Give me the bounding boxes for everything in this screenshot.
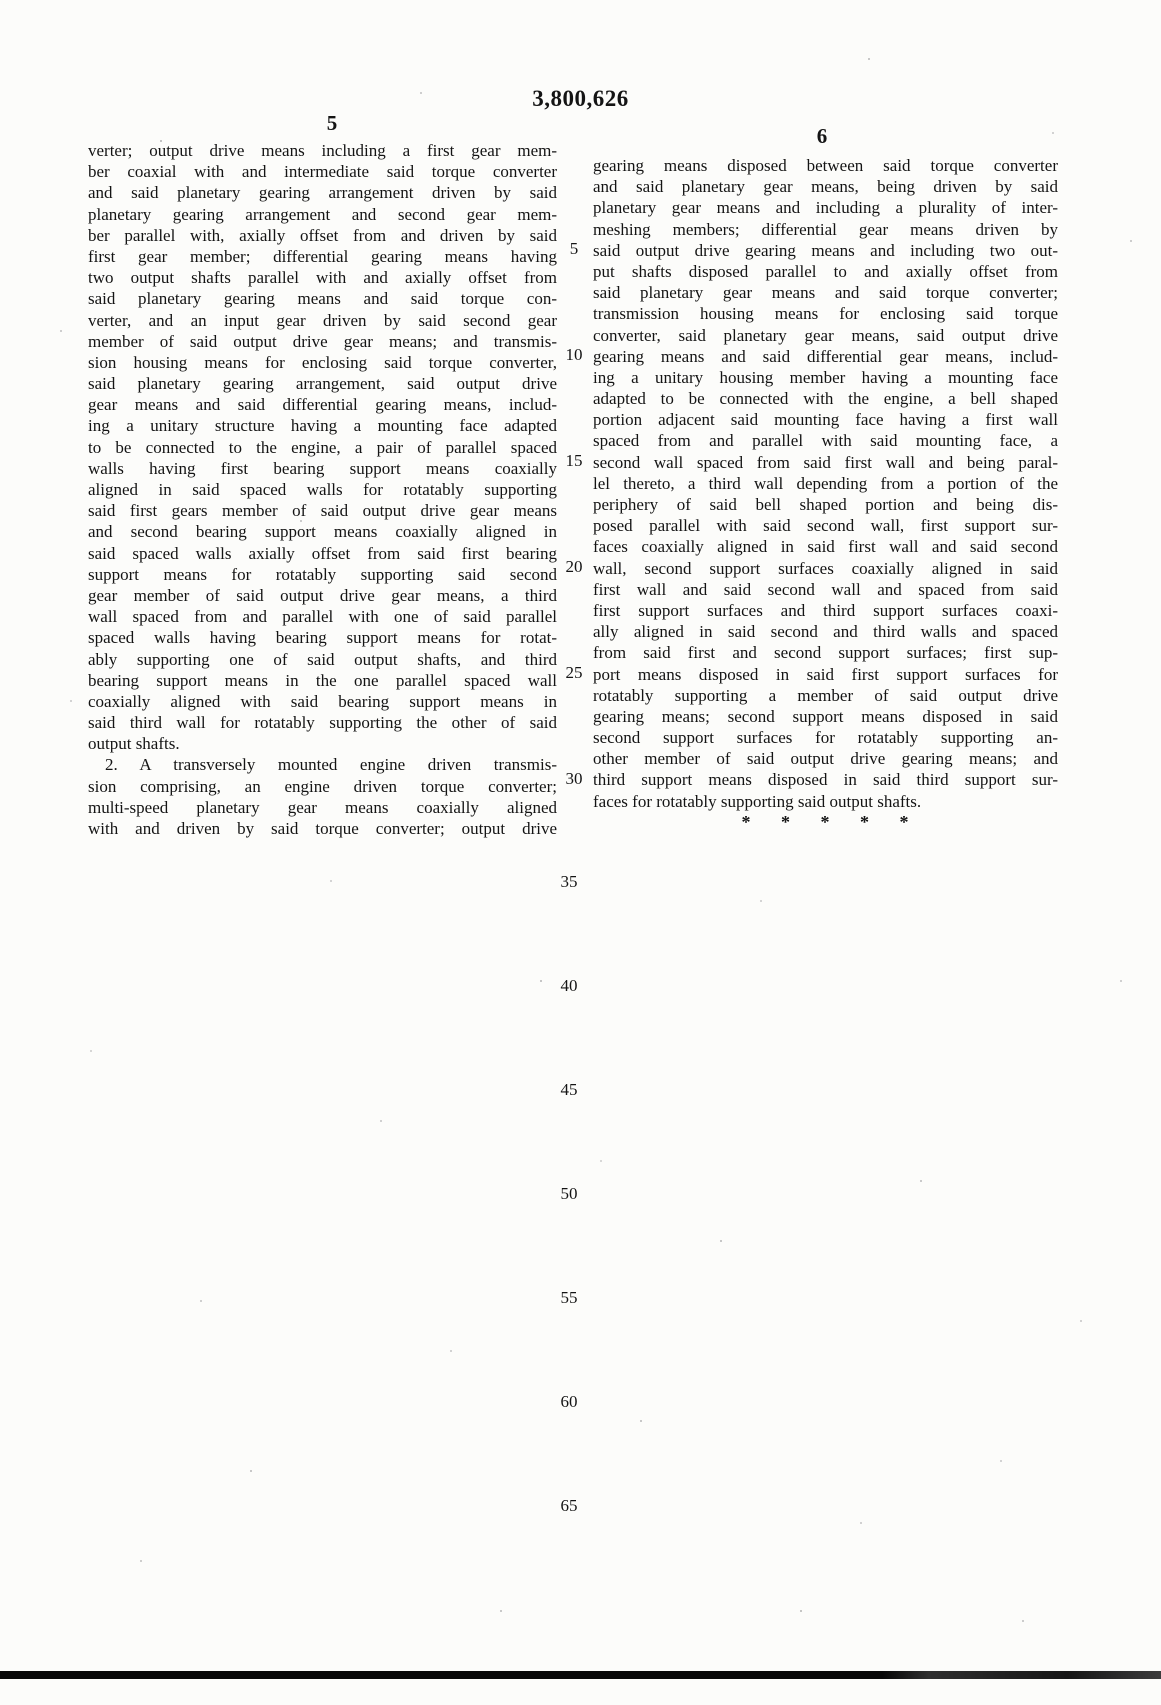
text-line: first support surfaces and third support surfaces coaxi- <box>593 600 1058 620</box>
text-line: and said planetary gearing arrangement driven by said <box>88 183 557 203</box>
text-line: faces for rotatably supporting said output shafts. <box>593 791 922 811</box>
line-number: 15 <box>565 451 583 470</box>
column-number-left: 5 <box>326 111 338 135</box>
text-line: adapted to be connected with the engine, a bell shaped <box>593 389 1058 409</box>
text-line: walls having first bearing support means coaxially <box>88 458 557 478</box>
line-number: 55 <box>560 1288 578 1307</box>
text-line: posed parallel with said second wall, first support sur- <box>593 516 1058 536</box>
text-line: said planetary gearing means and said torque con- <box>88 289 557 309</box>
text-line: ing a unitary structure having a mounting face adapted <box>88 416 557 436</box>
text-line: gearing means disposed between said torque converter <box>593 156 1058 175</box>
text-line: gearing means; second support means disposed in said <box>593 706 1058 726</box>
text-line: port means disposed in said first support surfaces for <box>593 664 1058 684</box>
line-number: 50 <box>560 1184 578 1203</box>
text-line: said planetary gearing arrangement, said output drive <box>88 374 557 394</box>
text-line: rotatably supporting a member of said output drive <box>593 685 1058 705</box>
text-line: aligned in said spaced walls for rotatably supporting <box>88 480 557 499</box>
line-number: 60 <box>560 1392 578 1411</box>
text-line: planetary gearing arrangement and second gear mem- <box>88 204 557 224</box>
text-line: first wall and said second wall and spaced from said <box>593 579 1058 599</box>
text-line: member of said output drive gear means; and transmis- <box>88 331 557 351</box>
line-number: 40 <box>560 976 578 995</box>
text-line: verter; output drive means including a first gear mem- <box>88 141 557 160</box>
text-line: to be connected to the engine, a pair of parallel spaced <box>88 437 557 457</box>
text-line: said spaced walls axially offset from said first bearing <box>88 543 557 563</box>
text-line: said output drive gearing means and including two out- <box>593 240 1058 260</box>
text-line: lel thereto, a third wall depending from a portion of the <box>593 473 1058 493</box>
text-line: with and driven by said torque converter; output drive <box>88 819 557 838</box>
text-line: verter, and an input gear driven by said second gear <box>88 310 557 330</box>
text-line: periphery of said bell shaped portion and being dis- <box>593 495 1058 514</box>
text-line: ber coaxial with and intermediate said torque converter <box>88 162 557 182</box>
text-line: gear means and said differential gearing means, includ- <box>88 395 557 415</box>
patent-number: 3,800,626 <box>532 86 629 111</box>
text-line: ably supporting one of said output shafts, and third <box>88 649 557 669</box>
text-line: ally aligned in said second and third walls and spaced <box>593 622 1058 642</box>
text-line: spaced walls having bearing support means for rotat- <box>88 628 557 648</box>
text-line: ing a unitary housing member having a mounting face <box>593 367 1058 387</box>
text-line: gear member of said output drive gear means, a third <box>88 585 557 605</box>
bottom-rule <box>0 1671 1161 1679</box>
text-line: said first gears member of said output drive gear means <box>88 501 557 521</box>
text-line: third support means disposed in said third support sur- <box>593 770 1058 790</box>
text-line: wall spaced from and parallel with one of said parallel <box>88 607 557 627</box>
line-number: 5 <box>569 239 579 258</box>
text-line: gearing means and said differential gear means, includ- <box>593 346 1058 366</box>
text-line: coaxially aligned with said bearing support means in <box>88 691 557 711</box>
text-line: converter, said planetary gear means, said output drive <box>593 325 1058 345</box>
right-column <box>593 155 1058 833</box>
text-line: multi-speed planetary gear means coaxially aligned <box>88 797 557 817</box>
line-number: 10 <box>565 345 583 364</box>
text-line: faces coaxially aligned in said first wall and said second <box>593 537 1058 557</box>
text-line: other member of said output drive gearing means; and <box>593 749 1058 769</box>
line-number: 30 <box>565 769 583 788</box>
text-line: and said planetary gear means, being driven by said <box>593 177 1058 197</box>
text-line: transmission housing means for enclosing said torque <box>593 304 1058 324</box>
text-line: planetary gear means and including a plurality of inter- <box>593 198 1058 218</box>
text-line: first gear member; differential gearing means having <box>88 246 557 266</box>
column-number-right: 6 <box>816 124 828 148</box>
text-line: sion housing means for enclosing said torque converter, <box>88 352 557 372</box>
text-line: portion adjacent said mounting face having a first wall <box>593 410 1058 430</box>
line-number: 20 <box>565 557 583 576</box>
left-column <box>88 140 557 839</box>
text-line: spaced from and parallel with said mounting face, a <box>593 431 1058 451</box>
text-line: 2. A transversely mounted engine driven transmis- <box>105 755 557 775</box>
text-line: second wall spaced from said first wall and being paral- <box>593 452 1058 472</box>
text-line: two output shafts parallel with and axially offset from <box>88 268 557 288</box>
text-line: sion comprising, an engine driven torque converter; <box>88 776 557 796</box>
line-number: 35 <box>560 872 578 891</box>
text-line: second support surfaces for rotatably supporting an- <box>593 728 1058 748</box>
text-line: wall, second support surfaces coaxially aligned in said <box>593 558 1058 578</box>
text-line: ber parallel with, axially offset from and driven by said <box>88 225 557 245</box>
text-line: said third wall for rotatably supporting the other of said <box>88 713 557 733</box>
text-line: bearing support means in the one parallel spaced wall <box>88 670 557 690</box>
line-number: 45 <box>560 1080 578 1099</box>
text-line: * * * * * <box>741 811 910 832</box>
text-line: from said first and second support surfaces; first sup- <box>593 643 1058 663</box>
text-line: put shafts disposed parallel to and axially offset from <box>593 261 1058 281</box>
line-number: 65 <box>560 1496 578 1515</box>
line-number: 25 <box>565 663 583 682</box>
text-line: support means for rotatably supporting said second <box>88 564 557 584</box>
scan-speckles <box>0 0 2 2</box>
text-line: output shafts. <box>88 734 180 754</box>
text-line: said planetary gear means and said torque converter; <box>593 283 1058 303</box>
text-line: meshing members; differential gear means driven by <box>593 219 1058 239</box>
text-line: and second bearing support means coaxially aligned in <box>88 522 557 542</box>
